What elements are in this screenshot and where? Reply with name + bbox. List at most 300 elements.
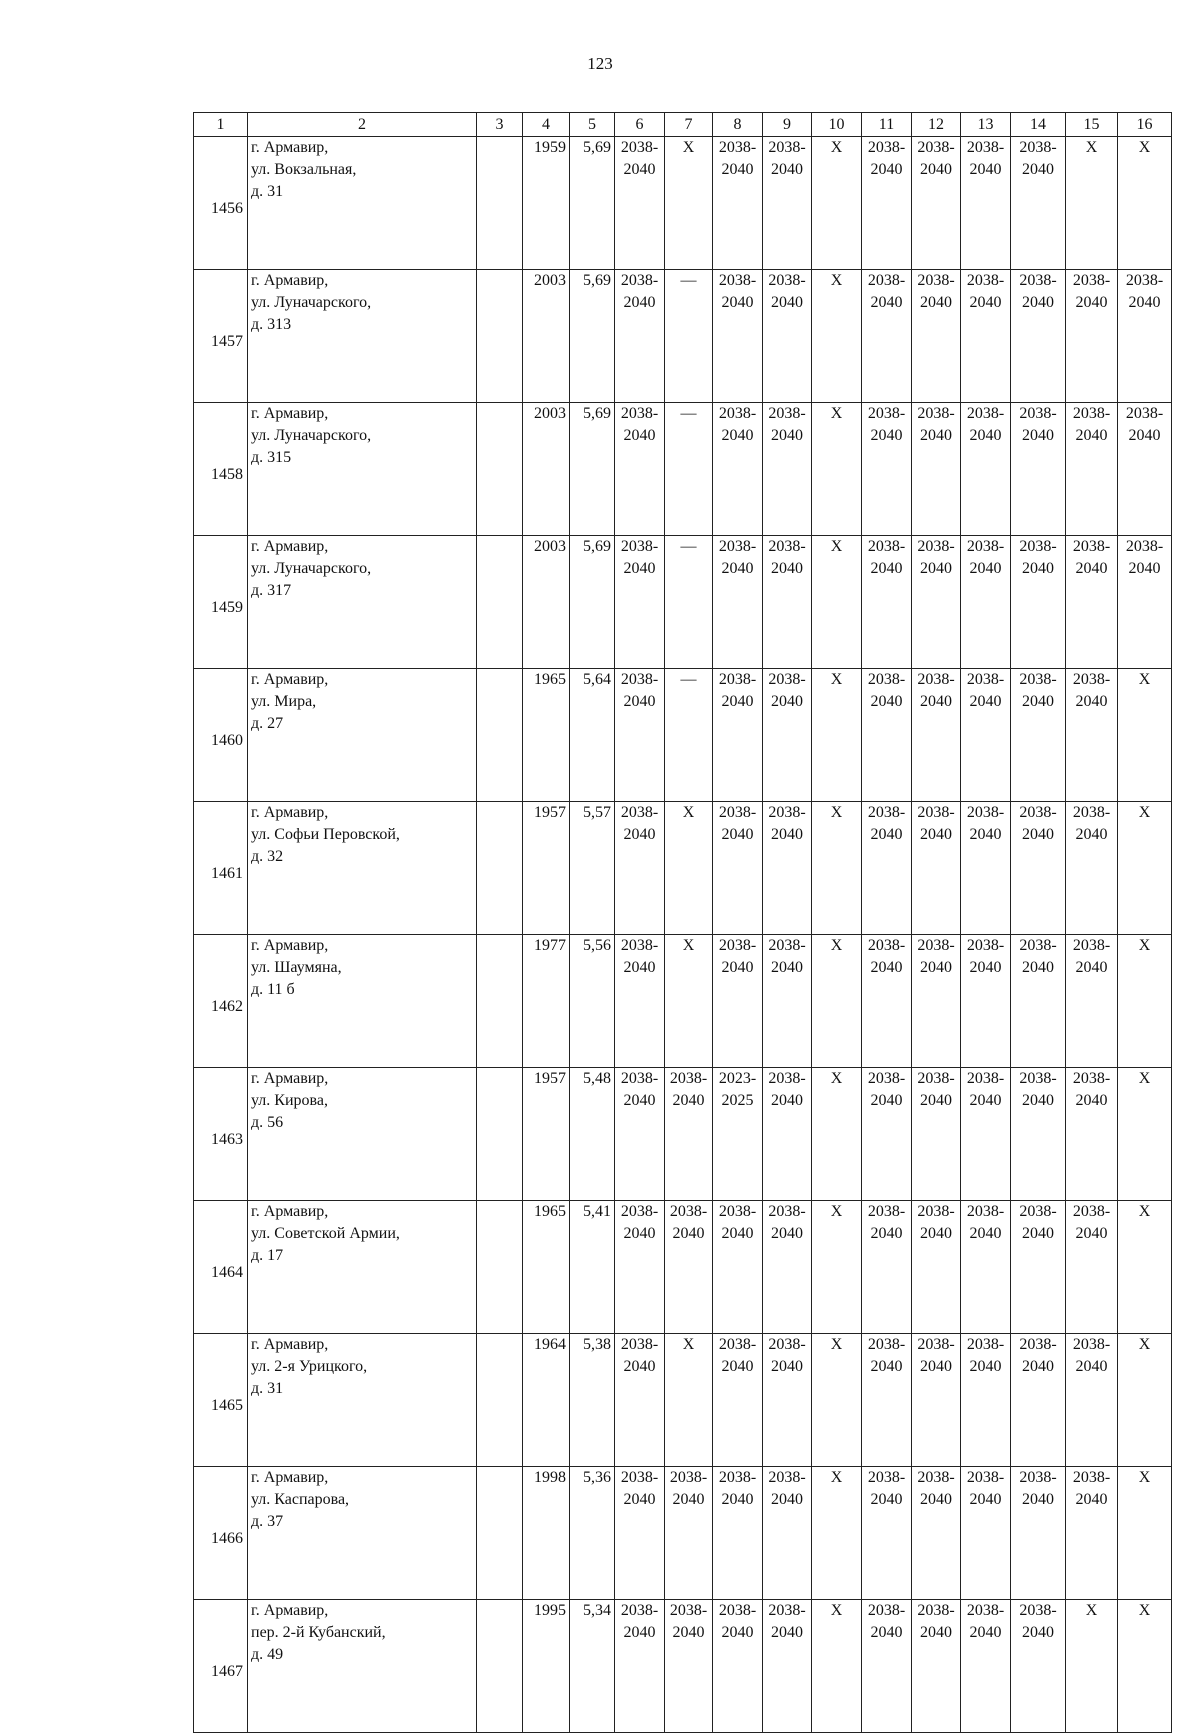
period-end: 2040 xyxy=(870,1624,903,1641)
period-end: 2040 xyxy=(771,826,803,843)
period-start: 2038- xyxy=(620,1602,659,1619)
period-cell xyxy=(615,1467,665,1600)
period-end: 2040 xyxy=(870,294,903,311)
period-cell xyxy=(1011,802,1066,935)
period-end: 2040 xyxy=(721,161,754,178)
period-cell xyxy=(713,1334,763,1467)
address-cell xyxy=(248,1068,477,1201)
empty-cell xyxy=(477,802,523,935)
row-number: 1464 xyxy=(194,1201,248,1334)
period-end: 2040 xyxy=(969,693,1002,710)
period-cell xyxy=(912,1467,961,1600)
period-end: 2040 xyxy=(1022,427,1054,444)
period-end: 2040 xyxy=(771,560,803,577)
year-cell: 1957 xyxy=(523,802,570,935)
mark-cell: X xyxy=(812,1334,862,1467)
empty-cell xyxy=(477,1068,523,1201)
period-cell xyxy=(961,403,1011,536)
period-end: 2040 xyxy=(1075,1225,1108,1242)
period-cell xyxy=(1011,536,1066,669)
period-end: 2040 xyxy=(920,693,952,710)
period-cell xyxy=(665,1600,713,1733)
table-row xyxy=(194,536,1172,669)
period-start: 2038- xyxy=(718,139,757,156)
mark-cell: X xyxy=(812,137,862,270)
address-street: ул. Мира, xyxy=(251,693,317,710)
period-end: 2040 xyxy=(1022,826,1054,843)
period-end: 2040 xyxy=(870,427,903,444)
period-end: 2040 xyxy=(920,1491,952,1508)
period-cell xyxy=(1011,935,1066,1068)
address-street: ул. Шаумяна, xyxy=(251,959,342,976)
period-cell xyxy=(1011,270,1066,403)
period-end: 2040 xyxy=(870,560,903,577)
mark-cell: X xyxy=(812,1467,862,1600)
period-end: 2040 xyxy=(771,1624,803,1641)
column-number-header: 5 xyxy=(570,113,615,137)
table-row xyxy=(194,403,1172,536)
address-street: ул. Вокзальная, xyxy=(251,161,357,178)
mark-cell: X xyxy=(1118,1201,1172,1334)
period-cell xyxy=(713,935,763,1068)
period-start: 2038- xyxy=(1019,671,1057,688)
year-cell: 1965 xyxy=(523,669,570,802)
address-house: д. 27 xyxy=(251,715,284,732)
period-cell xyxy=(615,1201,665,1334)
period-start: 2038- xyxy=(917,937,955,954)
period-end: 2040 xyxy=(1075,959,1108,976)
period-start: 2038- xyxy=(917,671,955,688)
period-cell xyxy=(1066,1467,1118,1600)
period-start: 2038- xyxy=(966,538,1005,555)
period-end: 2040 xyxy=(870,959,903,976)
period-start: 2038- xyxy=(1019,272,1057,289)
period-cell xyxy=(961,935,1011,1068)
period-end: 2040 xyxy=(721,1225,754,1242)
period-end: 2040 xyxy=(1022,1092,1054,1109)
period-end: 2040 xyxy=(623,826,656,843)
period-end: 2040 xyxy=(969,959,1002,976)
period-start: 2038- xyxy=(768,1336,806,1353)
value-cell: 5,34 xyxy=(570,1600,615,1733)
period-end: 2040 xyxy=(672,1491,705,1508)
period-start: 2038- xyxy=(867,405,906,422)
column-number-header: 8 xyxy=(713,113,763,137)
period-end: 2040 xyxy=(721,826,754,843)
value-cell: 5,36 xyxy=(570,1467,615,1600)
period-start: 2038- xyxy=(966,1336,1005,1353)
period-start: 2038- xyxy=(718,671,757,688)
period-end: 2040 xyxy=(920,1225,952,1242)
mark-cell: X xyxy=(665,1334,713,1467)
period-end: 2040 xyxy=(969,427,1002,444)
period-cell xyxy=(961,1467,1011,1600)
row-number: 1466 xyxy=(194,1467,248,1600)
table-row xyxy=(194,669,1172,802)
period-cell xyxy=(713,802,763,935)
table-row xyxy=(194,1201,1172,1334)
period-end: 2040 xyxy=(969,1358,1002,1375)
address-city: г. Армавир, xyxy=(251,1070,329,1087)
address-city: г. Армавир, xyxy=(251,1203,329,1220)
period-cell xyxy=(912,935,961,1068)
period-cell xyxy=(961,137,1011,270)
period-start: 2038- xyxy=(966,139,1005,156)
period-start: 2038- xyxy=(768,1602,806,1619)
period-cell xyxy=(713,1600,763,1733)
period-start: 2038- xyxy=(718,1336,757,1353)
address-cell xyxy=(248,935,477,1068)
value-cell: 5,41 xyxy=(570,1201,615,1334)
mark-cell: X xyxy=(812,1068,862,1201)
column-number-header: 12 xyxy=(912,113,961,137)
address-city: г. Армавир, xyxy=(251,804,329,821)
row-number: 1460 xyxy=(194,669,248,802)
period-end: 2040 xyxy=(1022,1358,1054,1375)
period-cell xyxy=(1066,669,1118,802)
period-end: 2040 xyxy=(920,1092,952,1109)
period-end: 2040 xyxy=(1128,427,1161,444)
column-number-header: 1 xyxy=(194,113,248,137)
period-cell xyxy=(912,536,961,669)
row-number: 1467 xyxy=(194,1600,248,1733)
address-street: ул. Луначарского, xyxy=(251,294,372,311)
period-start: 2038- xyxy=(917,804,955,821)
row-number: 1457 xyxy=(194,270,248,403)
period-cell xyxy=(961,1600,1011,1733)
period-end: 2040 xyxy=(969,826,1002,843)
period-start: 2038- xyxy=(1072,405,1111,422)
column-number-header: 3 xyxy=(477,113,523,137)
period-cell xyxy=(862,1201,912,1334)
mark-cell: X xyxy=(812,1201,862,1334)
mark-cell: X xyxy=(665,137,713,270)
period-end: 2040 xyxy=(672,1225,705,1242)
period-end: 2040 xyxy=(623,1624,656,1641)
period-start: 2038- xyxy=(867,1336,906,1353)
address-house: д. 313 xyxy=(251,316,292,333)
period-cell xyxy=(1066,536,1118,669)
period-start: 2038- xyxy=(620,538,659,555)
period-end: 2040 xyxy=(1075,1358,1108,1375)
empty-cell xyxy=(477,1467,523,1600)
empty-cell xyxy=(477,270,523,403)
period-end: 2040 xyxy=(721,693,754,710)
mark-cell: X xyxy=(1118,137,1172,270)
period-cell xyxy=(912,403,961,536)
period-cell xyxy=(1118,536,1172,669)
table-row xyxy=(194,270,1172,403)
address-city: г. Армавир, xyxy=(251,272,329,289)
year-cell: 1965 xyxy=(523,1201,570,1334)
period-cell xyxy=(961,802,1011,935)
year-cell: 1977 xyxy=(523,935,570,1068)
table-row xyxy=(194,137,1172,270)
period-start: 2038- xyxy=(768,272,806,289)
period-end: 2040 xyxy=(771,1491,803,1508)
period-start: 2038- xyxy=(620,1469,659,1486)
period-start: 2038- xyxy=(867,272,906,289)
period-end: 2040 xyxy=(623,294,656,311)
address-street: ул. Кирова, xyxy=(251,1092,328,1109)
period-cell xyxy=(961,1201,1011,1334)
period-cell xyxy=(912,669,961,802)
period-end: 2040 xyxy=(771,294,803,311)
address-street: ул. Софьи Перовской, xyxy=(251,826,400,843)
period-end: 2040 xyxy=(771,1358,803,1375)
period-cell xyxy=(1011,1467,1066,1600)
period-cell xyxy=(862,1600,912,1733)
period-start: 2038- xyxy=(620,272,659,289)
period-cell xyxy=(763,270,812,403)
period-end: 2040 xyxy=(969,560,1002,577)
period-end: 2040 xyxy=(623,1092,656,1109)
mark-cell: — xyxy=(665,669,713,802)
address-cell xyxy=(248,137,477,270)
period-end: 2040 xyxy=(969,1491,1002,1508)
address-cell xyxy=(248,1600,477,1733)
period-end: 2040 xyxy=(969,161,1002,178)
table-row xyxy=(194,1467,1172,1600)
period-start: 2038- xyxy=(966,671,1005,688)
address-city: г. Армавир, xyxy=(251,139,329,156)
period-end: 2040 xyxy=(969,1092,1002,1109)
mark-cell: X xyxy=(1118,1068,1172,1201)
period-start: 2038- xyxy=(768,1070,806,1087)
address-house: д. 11 б xyxy=(251,981,295,998)
mark-cell: X xyxy=(812,270,862,403)
address-cell xyxy=(248,1467,477,1600)
column-number-header: 4 xyxy=(523,113,570,137)
address-street: ул. Луначарского, xyxy=(251,560,372,577)
period-cell xyxy=(713,1201,763,1334)
period-cell xyxy=(615,802,665,935)
table-row xyxy=(194,1600,1172,1733)
period-end: 2040 xyxy=(870,826,903,843)
address-house: д. 17 xyxy=(251,1247,284,1264)
period-end: 2040 xyxy=(721,294,754,311)
period-start: 2038- xyxy=(718,1203,757,1220)
period-cell xyxy=(1011,669,1066,802)
period-start: 2038- xyxy=(966,1469,1005,1486)
period-cell xyxy=(912,270,961,403)
period-end: 2040 xyxy=(1075,560,1108,577)
year-cell: 2003 xyxy=(523,536,570,669)
period-end: 2040 xyxy=(1022,294,1054,311)
row-number: 1462 xyxy=(194,935,248,1068)
period-end: 2040 xyxy=(920,294,952,311)
period-end: 2040 xyxy=(672,1624,705,1641)
period-cell xyxy=(615,669,665,802)
mark-cell: X xyxy=(1118,935,1172,1068)
period-cell xyxy=(862,1467,912,1600)
address-city: г. Армавир, xyxy=(251,1469,329,1486)
period-end: 2040 xyxy=(1075,1092,1108,1109)
period-end: 2040 xyxy=(623,1358,656,1375)
period-cell xyxy=(713,270,763,403)
period-start: 2038- xyxy=(768,804,806,821)
period-end: 2040 xyxy=(771,693,803,710)
period-end: 2040 xyxy=(623,1491,656,1508)
period-end: 2040 xyxy=(1075,693,1108,710)
empty-cell xyxy=(477,935,523,1068)
period-end: 2040 xyxy=(771,1092,803,1109)
empty-cell xyxy=(477,403,523,536)
mark-cell: X xyxy=(812,536,862,669)
period-start: 2038- xyxy=(917,405,955,422)
period-cell xyxy=(615,1068,665,1201)
address-street: ул. Советской Армии, xyxy=(251,1225,400,1242)
period-start: 2038- xyxy=(768,1203,806,1220)
address-street: ул. 2-я Урицкого, xyxy=(251,1358,368,1375)
period-start: 2038- xyxy=(768,671,806,688)
mark-cell: X xyxy=(1118,1467,1172,1600)
period-cell xyxy=(1011,1201,1066,1334)
period-cell xyxy=(665,1467,713,1600)
period-cell xyxy=(1011,1600,1066,1733)
period-end: 2040 xyxy=(920,1624,952,1641)
address-cell xyxy=(248,536,477,669)
period-cell xyxy=(1066,935,1118,1068)
period-end: 2040 xyxy=(969,1225,1002,1242)
year-cell: 1959 xyxy=(523,137,570,270)
period-cell xyxy=(763,1201,812,1334)
period-cell xyxy=(862,403,912,536)
period-cell xyxy=(615,536,665,669)
period-start: 2038- xyxy=(1072,937,1111,954)
period-cell xyxy=(912,1334,961,1467)
period-start: 2038- xyxy=(620,139,659,156)
period-start: 2038- xyxy=(718,538,757,555)
period-end: 2040 xyxy=(1022,1624,1054,1641)
period-start: 2038- xyxy=(1019,1336,1057,1353)
period-end: 2040 xyxy=(721,1624,754,1641)
period-cell xyxy=(862,669,912,802)
mark-cell: X xyxy=(665,935,713,1068)
period-start: 2038- xyxy=(620,937,659,954)
period-start: 2038- xyxy=(620,1203,659,1220)
period-end: 2040 xyxy=(920,959,952,976)
period-end: 2040 xyxy=(771,427,803,444)
mark-cell: X xyxy=(812,1600,862,1733)
period-cell xyxy=(1011,403,1066,536)
period-cell xyxy=(912,1600,961,1733)
period-cell xyxy=(961,536,1011,669)
period-start: 2038- xyxy=(718,1602,757,1619)
value-cell: 5,64 xyxy=(570,669,615,802)
empty-cell xyxy=(477,1201,523,1334)
period-cell xyxy=(1066,1334,1118,1467)
period-start: 2038- xyxy=(669,1070,708,1087)
period-cell xyxy=(615,270,665,403)
year-cell: 1957 xyxy=(523,1068,570,1201)
value-cell: 5,56 xyxy=(570,935,615,1068)
period-cell xyxy=(713,137,763,270)
period-end: 2040 xyxy=(1022,1225,1054,1242)
period-cell xyxy=(912,137,961,270)
period-end: 2040 xyxy=(623,560,656,577)
address-house: д. 49 xyxy=(251,1646,284,1663)
value-cell: 5,48 xyxy=(570,1068,615,1201)
period-start: 2038- xyxy=(718,1469,757,1486)
column-number-header: 6 xyxy=(615,113,665,137)
period-start: 2038- xyxy=(966,1602,1005,1619)
period-start: 2038- xyxy=(620,804,659,821)
period-start: 2038- xyxy=(867,538,906,555)
period-end: 2040 xyxy=(721,959,754,976)
address-city: г. Армавир, xyxy=(251,538,329,555)
address-house: д. 37 xyxy=(251,1513,284,1530)
period-start: 2038- xyxy=(1072,1203,1111,1220)
period-cell xyxy=(1066,802,1118,935)
period-end: 2040 xyxy=(721,560,754,577)
period-cell xyxy=(713,1467,763,1600)
row-number: 1458 xyxy=(194,403,248,536)
period-start: 2038- xyxy=(718,937,757,954)
period-end: 2040 xyxy=(920,1358,952,1375)
address-house: д. 317 xyxy=(251,582,292,599)
period-start: 2038- xyxy=(718,272,757,289)
period-cell xyxy=(665,1201,713,1334)
period-start: 2038- xyxy=(1019,139,1057,156)
period-start: 2038- xyxy=(620,1336,659,1353)
period-start: 2038- xyxy=(917,1602,955,1619)
row-number: 1456 xyxy=(194,137,248,270)
period-start: 2038- xyxy=(1072,1336,1111,1353)
column-number-header: 10 xyxy=(812,113,862,137)
period-cell xyxy=(615,403,665,536)
period-start: 2038- xyxy=(768,405,806,422)
period-cell xyxy=(615,1600,665,1733)
mark-cell: X xyxy=(812,669,862,802)
period-start: 2023- xyxy=(718,1070,757,1087)
year-cell: 2003 xyxy=(523,270,570,403)
period-start: 2038- xyxy=(1019,405,1057,422)
period-start: 2038- xyxy=(1019,1203,1057,1220)
mark-cell: X xyxy=(1118,802,1172,935)
period-cell xyxy=(1066,1201,1118,1334)
period-start: 2038- xyxy=(1072,538,1111,555)
period-end: 2040 xyxy=(870,1358,903,1375)
period-end: 2040 xyxy=(969,1624,1002,1641)
period-start: 2038- xyxy=(966,937,1005,954)
period-start: 2038- xyxy=(867,1070,906,1087)
row-number: 1461 xyxy=(194,802,248,935)
mark-cell: — xyxy=(665,270,713,403)
period-start: 2038- xyxy=(917,1070,955,1087)
register-table xyxy=(193,112,1172,1733)
period-cell xyxy=(1118,270,1172,403)
period-end: 2040 xyxy=(721,1491,754,1508)
period-cell xyxy=(862,1068,912,1201)
value-cell: 5,57 xyxy=(570,802,615,935)
value-cell: 5,69 xyxy=(570,270,615,403)
period-start: 2038- xyxy=(867,1203,906,1220)
period-cell xyxy=(1011,137,1066,270)
column-number-header: 14 xyxy=(1011,113,1066,137)
period-end: 2040 xyxy=(623,1225,656,1242)
period-cell xyxy=(713,1068,763,1201)
period-end: 2040 xyxy=(721,1358,754,1375)
period-end: 2040 xyxy=(969,294,1002,311)
period-cell xyxy=(912,802,961,935)
period-start: 2038- xyxy=(620,405,659,422)
column-number-header: 15 xyxy=(1066,113,1118,137)
period-end: 2040 xyxy=(920,161,952,178)
period-end: 2040 xyxy=(870,693,903,710)
period-start: 2038- xyxy=(917,1469,955,1486)
address-street: ул. Луначарского, xyxy=(251,427,372,444)
